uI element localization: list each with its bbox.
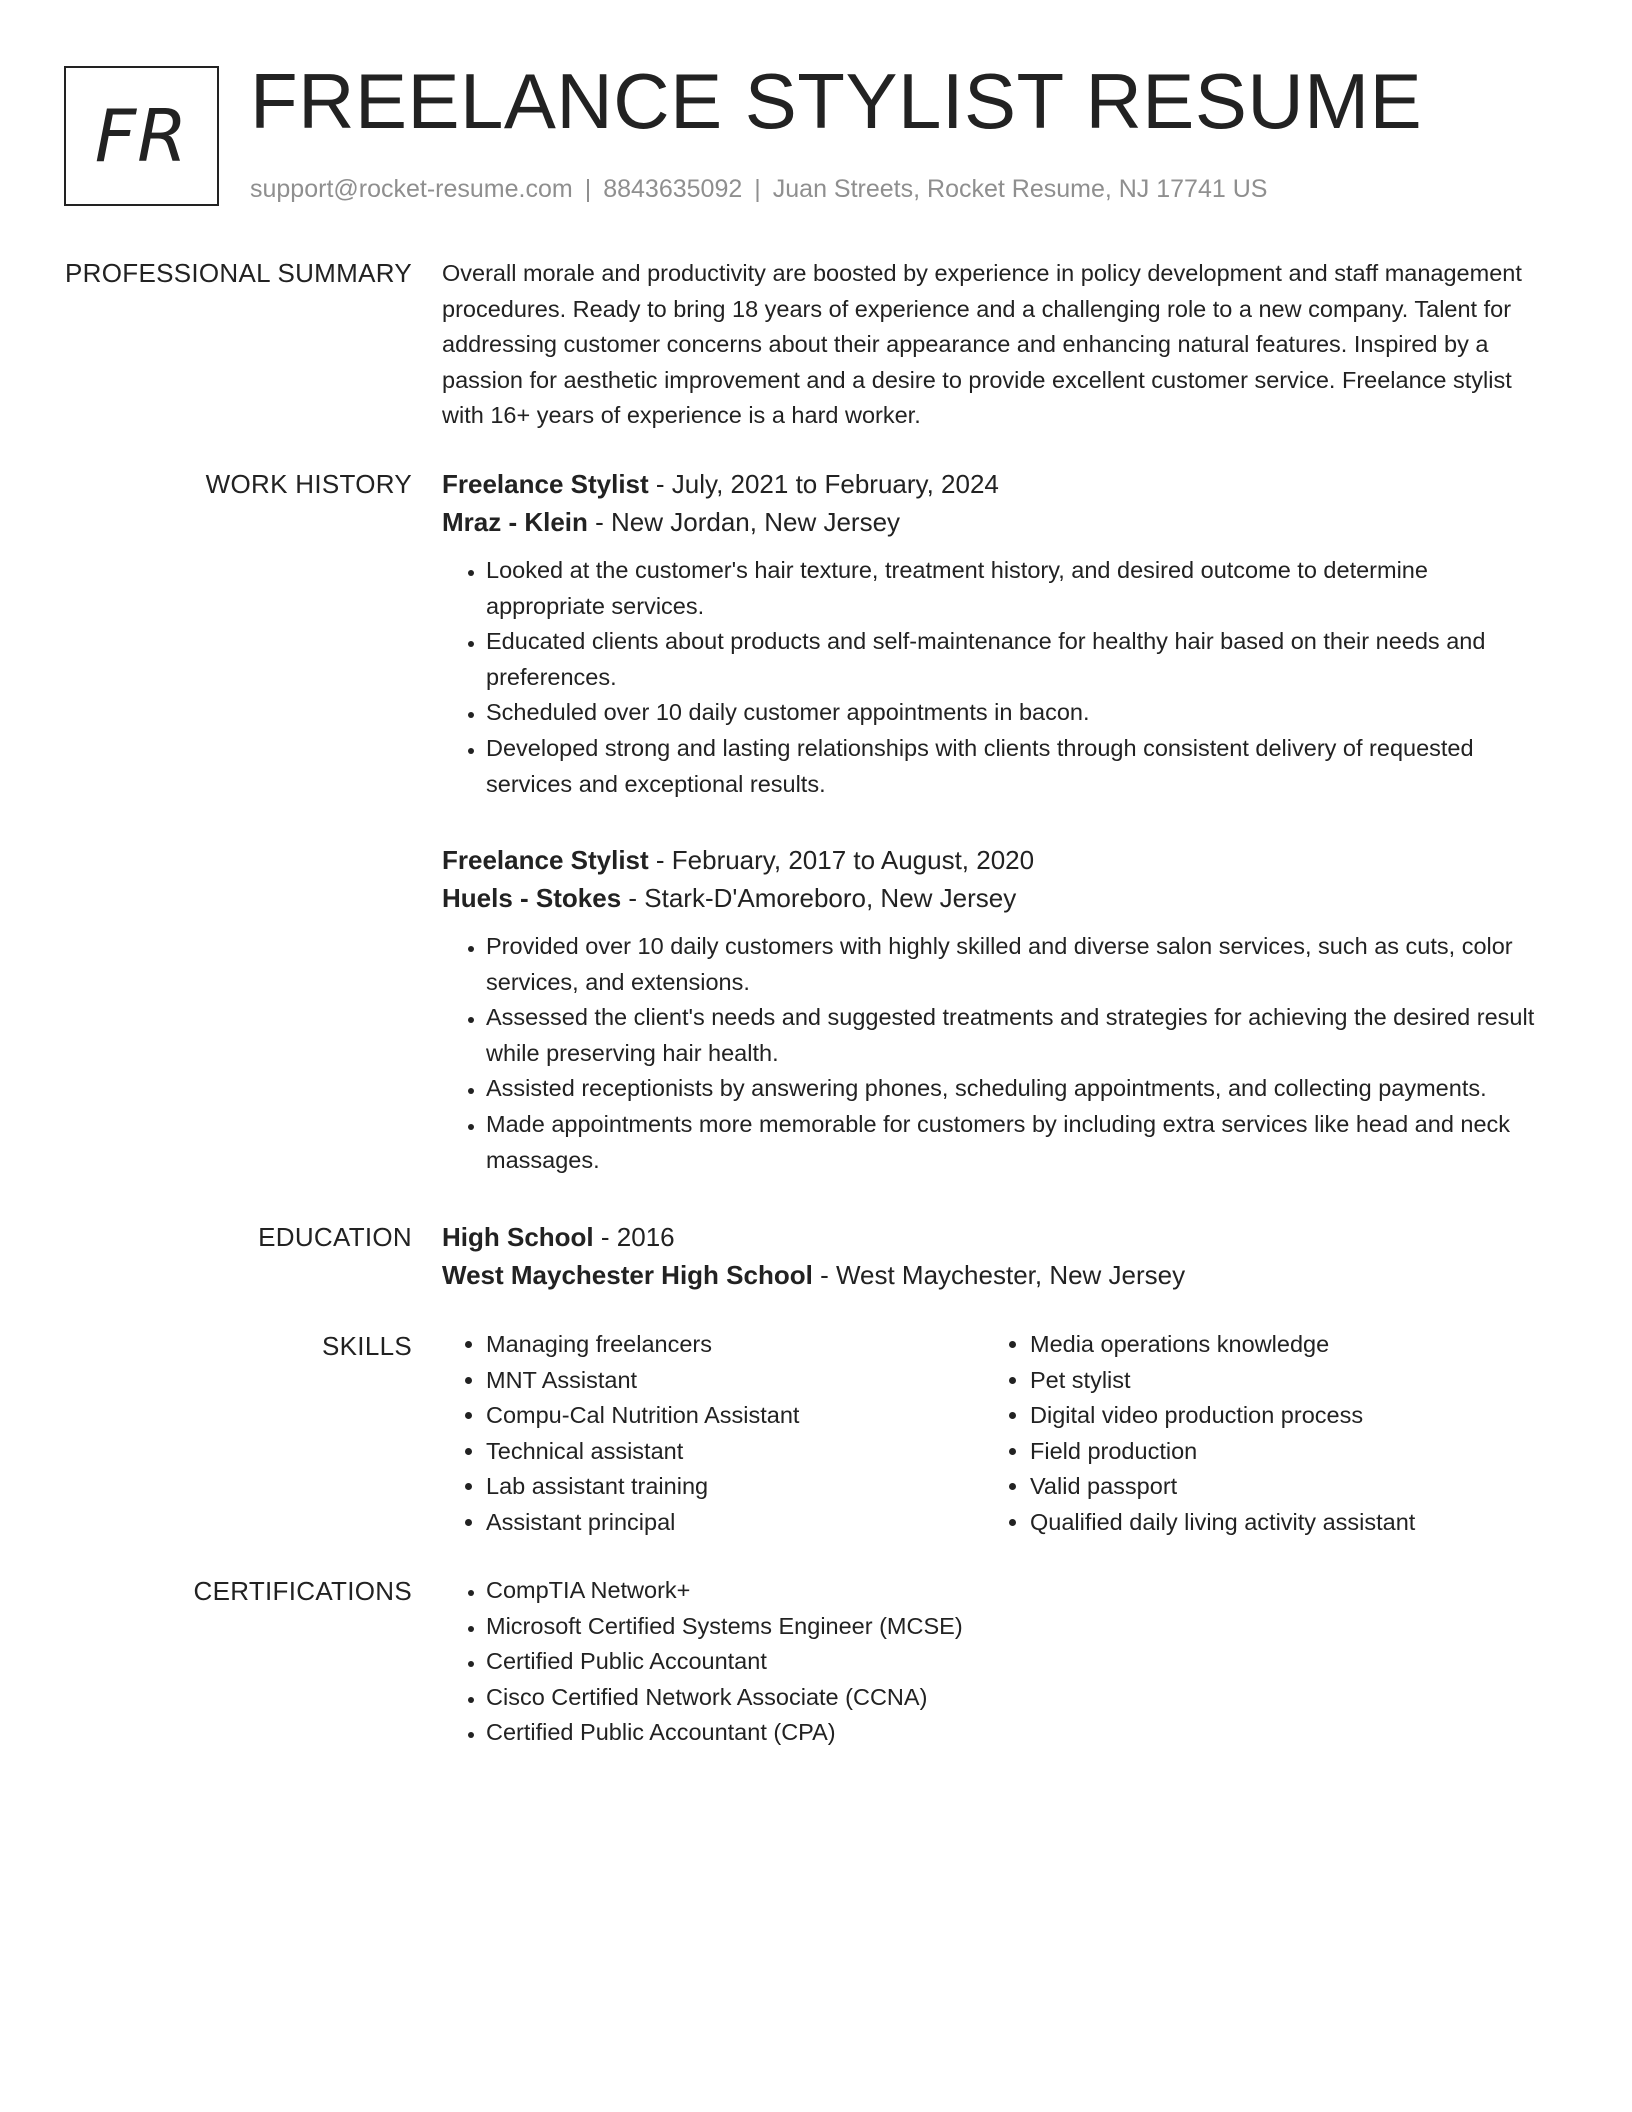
certification-item: • Cisco Certified Network Associate (CCNA)	[486, 1680, 1552, 1716]
skill-item: • Media operations knowledge	[1030, 1327, 1415, 1363]
skill-item: • Assistant principal	[486, 1505, 986, 1541]
skill-item: • Valid passport	[1030, 1469, 1415, 1505]
job-bullet: • Made appointments more memorable for customers by including extra services like head and neck massages.	[486, 1107, 1552, 1178]
education-location: - West Maychester, New Jersey	[812, 1260, 1186, 1290]
job-bullet: • Provided over 10 daily customers with highly skilled and diverse salon services, such as cuts, color services, and extensions.	[486, 929, 1552, 1000]
contact-separator: |	[584, 175, 592, 203]
job-entry	[442, 465, 1552, 802]
skills-section	[442, 1327, 1552, 1541]
job-title-line	[442, 841, 1552, 879]
skill-item: • Technical assistant	[486, 1434, 986, 1470]
job-company-line	[442, 879, 1552, 917]
education-year: - 2016	[593, 1222, 675, 1252]
summary-section	[442, 256, 1552, 434]
monogram-logo: FR	[64, 66, 219, 206]
job-bullet: • Assessed the client's needs and suggested treatments and strategies for achieving the desired result while preserving hair health.	[486, 1000, 1552, 1071]
certification-item: • CompTIA Network+	[486, 1573, 1552, 1609]
summary-text: Overall morale and productivity are boosted by experience in policy development and staff management procedures. Ready to bring 18 years of experience and a challenging role to a new company. Talent for addressing customer concerns about their appearance and enhancing natural features. Inspired by a passion for aesthetic improvement and a desire to provide excellent customer service. Freelance stylist with 16+ years of experience is a hard worker.	[442, 260, 1522, 429]
education-heading: EDUCATION	[258, 1222, 412, 1252]
education-entry	[442, 1218, 1552, 1294]
job-company: Mraz - Klein	[442, 507, 588, 537]
job-bullet: • Educated clients about products and self-maintenance for healthy hair based on their needs and preferences.	[486, 624, 1552, 695]
education-school: West Maychester High School	[442, 1260, 813, 1290]
job-company-line	[442, 503, 1552, 541]
skills-column	[986, 1327, 1415, 1541]
job-location: - New Jordan, New Jersey	[587, 507, 901, 537]
skill-item: • Qualified daily living activity assistant	[1030, 1505, 1415, 1541]
job-title: Freelance Stylist	[442, 469, 649, 499]
job-bullet: • Assisted receptionists by answering phones, scheduling appointments, and collecting payments.	[486, 1071, 1552, 1107]
contact-email: support@rocket-resume.com	[250, 175, 573, 203]
work-history-heading: WORK HISTORY	[205, 469, 412, 499]
skill-item: • Pet stylist	[1030, 1363, 1415, 1399]
job-dates: - February, 2017 to August, 2020	[648, 845, 1035, 875]
certifications-heading: CERTIFICATIONS	[193, 1576, 412, 1606]
education-school-line	[442, 1256, 1552, 1294]
job-title: Freelance Stylist	[442, 845, 649, 875]
contact-separator: |	[754, 175, 761, 203]
certification-item: • Microsoft Certified Systems Engineer (MCSE)	[486, 1609, 1552, 1645]
skills-heading: SKILLS	[322, 1331, 412, 1361]
job-bullet: • Looked at the customer's hair texture, treatment history, and desired outcome to determine appropriate services.	[486, 553, 1552, 624]
skill-item: • Digital video production process	[1030, 1398, 1415, 1434]
certification-item: • Certified Public Accountant (CPA)	[486, 1715, 1552, 1751]
skill-item: • Field production	[1030, 1434, 1415, 1470]
job-bullet: • Scheduled over 10 daily customer appointments in bacon.	[486, 695, 1552, 731]
job-location: - Stark-D'Amoreboro, New Jersey	[621, 883, 1017, 913]
summary-heading: PROFESSIONAL SUMMARY	[65, 258, 412, 288]
contact-address: Juan Streets, Rocket Resume, NJ 17741 US	[772, 175, 1268, 203]
contact-line	[250, 172, 1267, 206]
job-bullet: • Developed strong and lasting relationships with clients through consistent delivery of requested services and exceptional results.	[486, 731, 1552, 802]
job-bullets	[442, 929, 1552, 1178]
job-dates: - July, 2021 to February, 2024	[648, 469, 999, 499]
job-bullets	[442, 553, 1552, 802]
skill-item: • Compu-Cal Nutrition Assistant	[486, 1398, 986, 1434]
skill-item: • Managing freelancers	[486, 1327, 986, 1363]
job-company: Huels - Stokes	[442, 883, 622, 913]
certifications-list	[442, 1573, 1552, 1751]
education-degree-line	[442, 1218, 1552, 1256]
resume-title: FREELANCE STYLIST RESUME	[250, 57, 1423, 145]
certification-item: • Certified Public Accountant	[486, 1644, 1552, 1680]
job-title-line	[442, 465, 1552, 503]
skills-column	[442, 1327, 986, 1541]
education-degree: High School	[442, 1222, 594, 1252]
contact-phone: 8843635092	[603, 175, 743, 203]
skill-item: • Lab assistant training	[486, 1469, 986, 1505]
job-entry	[442, 841, 1552, 1178]
skill-item: • MNT Assistant	[486, 1363, 986, 1399]
certifications-section	[442, 1573, 1552, 1751]
